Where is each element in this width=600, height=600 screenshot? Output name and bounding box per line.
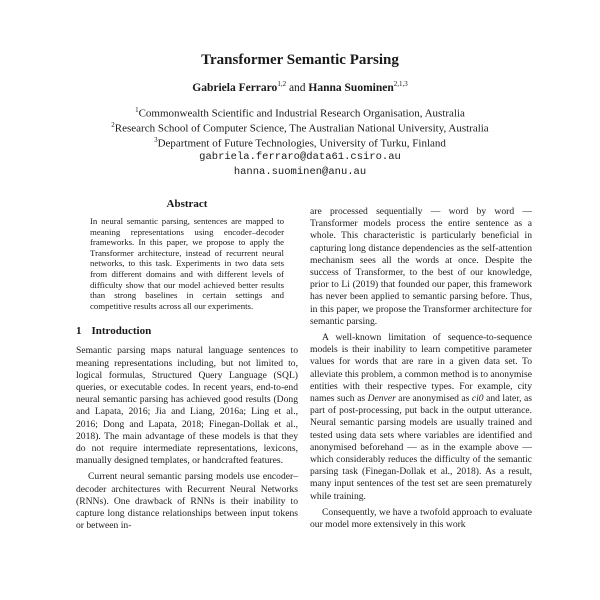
example-city: Denver — [367, 393, 396, 405]
author-name: Hanna Suominen — [308, 81, 394, 94]
author-conjunction: and — [288, 81, 306, 94]
body-paragraph: are processed sequentially — word by word — Transformer models process the entire sentence as a whole. This characteristic is particularly beneficial in capturing long distance dependencies as the self-attention mechanism sees all the words at once. Despite the success of Transformer, to the best of our knowledge, prior to Li (2019) that founded our paper, this framework has never been applied to semantic parsing before. Thus, in this paper, we propose the Transformer architecture for semantic parsing. — [310, 206, 532, 327]
body-paragraph: Semantic parsing maps natural language sentences to meaning representations including, but not limited to, logical formulas, Structured Query Language (SQL) queries, or executable codes. In recent years, end-to-end neural semantic parsing has achieved good results (Dong and Lapata, 2016; Jia and Liang, 2016a; Ling et al., 2016; Dong and Lapata, 2018; Finegan-Dollak et al., 2018). The main advantage of these models is that they do not require intermediate representations, lexicons, manually designed templates, or handcrafted features. — [76, 345, 298, 467]
left-column — [76, 198, 298, 532]
affiliation-text: Research School of Computer Science, The Australian National University, Australia — [114, 122, 489, 135]
affiliation-marker: 1 — [135, 106, 139, 114]
paragraph-text: are anonymised as — [395, 393, 472, 405]
affiliation — [0, 136, 600, 150]
paper-title: Transformer Semantic Parsing — [201, 52, 399, 68]
abstract-heading: Abstract — [166, 198, 208, 210]
paragraph-text: A well-known limitation of sequence-to-sequence models is their inability to learn competitive parameter values for words that are rare in a given data set. To alleviate this problem, a common method is to anonymise entities with their respective types. For example, city names such as — [310, 332, 532, 405]
paragraph-text: and later, as part of post-processing, put back in the output utterance. Neural semantic parsing models are usually trained and tested using data sets where variables are identified and anonymised beforehand — as in the example above — which considerably reduces the difficulty of the semantic parsing task (Finegan-Dollak et al., 2018). As a result, many input sentences of the test set are seen prematurely while training. — [310, 393, 532, 502]
author-line — [0, 80, 600, 94]
affiliation-text: Department of Future Technologies, University of Turku, Finland — [157, 137, 446, 150]
body-paragraph — [310, 332, 532, 503]
author-email[interactable]: gabriela.ferraro@data61.csiro.au — [199, 151, 401, 163]
affiliation-text: Commonwealth Scientific and Industrial Research Organisation, Australia — [138, 107, 465, 120]
author-email[interactable]: hanna.suominen@anu.au — [233, 166, 367, 178]
author-affiliation-marker: 2,1,3 — [393, 80, 408, 88]
author-name: Gabriela Ferraro — [192, 81, 278, 94]
right-column — [310, 206, 532, 531]
body-paragraph: Consequently, we have a twofold approach to evaluate our model more extensively in this work — [310, 506, 532, 531]
affiliation — [0, 106, 600, 120]
affiliation — [0, 121, 600, 135]
author-affiliation-marker: 1,2 — [277, 80, 287, 88]
example-token: ci0 — [471, 393, 484, 405]
abstract-text: In neural semantic parsing, sentences are mapped to meaning representations using encoder–decoder frameworks. In this paper, we propose to apply the Transformer architecture, instead of recurrent neural networks, to this task. Experiments in two data sets from different domains and with different levels of difficulty show that our model achieved better results than strong baselines in certain settings and competitive results across all our experiments. — [90, 216, 284, 311]
body-paragraph: Current neural semantic parsing models use encoder–decoder architectures with Recurrent Neural Networks (RNNs). One drawback of RNNs is their inability to capture long distance relationships between input tokens or between in- — [76, 471, 298, 532]
affiliation-marker: 3 — [154, 136, 158, 144]
section-title: Introduction — [91, 325, 152, 338]
affiliation-marker: 2 — [111, 121, 115, 129]
section-number: 1 — [76, 325, 82, 338]
section-heading — [76, 325, 298, 337]
